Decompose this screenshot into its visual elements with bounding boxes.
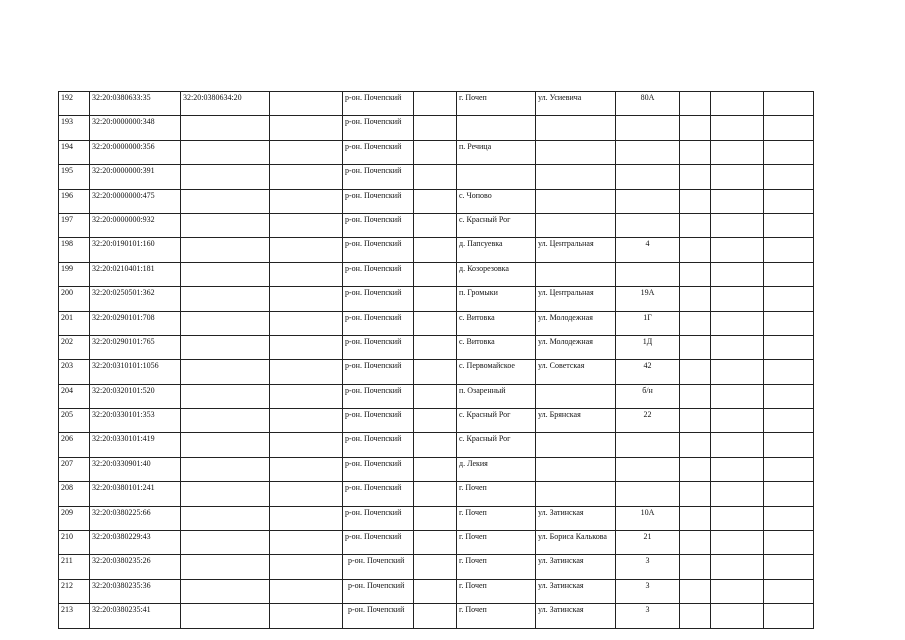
- empty-cell: [414, 604, 457, 628]
- district: р-он. Почепский: [343, 189, 414, 213]
- table-row: [59, 360, 814, 384]
- empty-cell: [414, 360, 457, 384]
- previous-cadastral-number: [181, 262, 270, 286]
- empty-cell: [764, 140, 814, 164]
- empty-cell: [711, 506, 764, 530]
- empty-cell: [680, 531, 711, 555]
- table-row: [59, 262, 814, 286]
- empty-cell: [414, 238, 457, 262]
- empty-cell: [270, 140, 343, 164]
- empty-cell: [270, 213, 343, 237]
- house-number: [616, 140, 680, 164]
- table-body: [59, 92, 814, 629]
- house-number: [616, 433, 680, 457]
- previous-cadastral-number: [181, 140, 270, 164]
- table-row: [59, 579, 814, 603]
- table-row: [59, 311, 814, 335]
- empty-cell: [764, 213, 814, 237]
- house-number: [616, 213, 680, 237]
- district: р-он. Почепский: [343, 238, 414, 262]
- district: р-он. Почепский: [343, 92, 414, 116]
- empty-cell: [764, 335, 814, 359]
- previous-cadastral-number: [181, 116, 270, 140]
- district: р-он. Почепский: [343, 140, 414, 164]
- table-row: [59, 506, 814, 530]
- house-number: [616, 189, 680, 213]
- district: р-он. Почепский: [343, 457, 414, 481]
- empty-cell: [680, 506, 711, 530]
- empty-cell: [764, 384, 814, 408]
- previous-cadastral-number: [181, 433, 270, 457]
- empty-cell: [711, 555, 764, 579]
- empty-cell: [764, 287, 814, 311]
- previous-cadastral-number: [181, 360, 270, 384]
- house-number: 42: [616, 360, 680, 384]
- empty-cell: [270, 116, 343, 140]
- locality: г. Почеп: [457, 531, 536, 555]
- house-number: [616, 262, 680, 286]
- empty-cell: [711, 189, 764, 213]
- empty-cell: [711, 213, 764, 237]
- empty-cell: [711, 433, 764, 457]
- empty-cell: [270, 531, 343, 555]
- row-number: 194: [59, 140, 90, 164]
- empty-cell: [270, 409, 343, 433]
- previous-cadastral-number: [181, 335, 270, 359]
- row-number: 192: [59, 92, 90, 116]
- empty-cell: [414, 140, 457, 164]
- district: р-он. Почепский: [343, 409, 414, 433]
- row-number: 205: [59, 409, 90, 433]
- row-number: 212: [59, 579, 90, 603]
- empty-cell: [711, 287, 764, 311]
- cadastral-number: 32:20:0310101:1056: [90, 360, 181, 384]
- empty-cell: [680, 360, 711, 384]
- house-number: 1Г: [616, 311, 680, 335]
- locality: г. Почеп: [457, 506, 536, 530]
- district: р-он. Почепский: [343, 335, 414, 359]
- empty-cell: [414, 409, 457, 433]
- empty-cell: [680, 457, 711, 481]
- empty-cell: [711, 482, 764, 506]
- empty-cell: [270, 262, 343, 286]
- empty-cell: [711, 360, 764, 384]
- table-row: [59, 555, 814, 579]
- locality: с. Витовка: [457, 311, 536, 335]
- table-row: [59, 140, 814, 164]
- row-number: 208: [59, 482, 90, 506]
- empty-cell: [270, 92, 343, 116]
- table-row: [59, 287, 814, 311]
- locality: с. Витовка: [457, 335, 536, 359]
- empty-cell: [414, 189, 457, 213]
- previous-cadastral-number: [181, 531, 270, 555]
- street: ул. Центральная: [536, 287, 616, 311]
- empty-cell: [764, 165, 814, 189]
- locality: с. Красный Рог: [457, 433, 536, 457]
- empty-cell: [270, 384, 343, 408]
- street: [536, 189, 616, 213]
- cadastral-number: 32:20:0000000:391: [90, 165, 181, 189]
- empty-cell: [270, 189, 343, 213]
- locality: с. Красный Рог: [457, 409, 536, 433]
- house-number: [616, 457, 680, 481]
- district: р-он. Почепский: [343, 384, 414, 408]
- district: р-он. Почепский: [343, 531, 414, 555]
- cadastral-number: 32:20:0000000:932: [90, 213, 181, 237]
- table-row: [59, 189, 814, 213]
- previous-cadastral-number: [181, 287, 270, 311]
- locality: с. Первомайское: [457, 360, 536, 384]
- empty-cell: [711, 335, 764, 359]
- table-row: [59, 238, 814, 262]
- empty-cell: [414, 335, 457, 359]
- previous-cadastral-number: [181, 409, 270, 433]
- empty-cell: [680, 604, 711, 628]
- table-row: [59, 384, 814, 408]
- house-number: [616, 482, 680, 506]
- district: р-он. Почепский: [343, 555, 414, 579]
- cadastral-number: 32:20:0380229:43: [90, 531, 181, 555]
- empty-cell: [680, 238, 711, 262]
- empty-cell: [414, 165, 457, 189]
- empty-cell: [764, 457, 814, 481]
- empty-cell: [711, 409, 764, 433]
- previous-cadastral-number: [181, 189, 270, 213]
- row-number: 201: [59, 311, 90, 335]
- empty-cell: [414, 311, 457, 335]
- district: р-он. Почепский: [343, 360, 414, 384]
- row-number: 202: [59, 335, 90, 359]
- previous-cadastral-number: 32:20:0380634:20: [181, 92, 270, 116]
- cadastral-number: 32:20:0380235:26: [90, 555, 181, 579]
- cadastral-number: 32:20:0320101:520: [90, 384, 181, 408]
- empty-cell: [270, 433, 343, 457]
- locality: д. Лекия: [457, 457, 536, 481]
- table-row: [59, 433, 814, 457]
- table-row: [59, 457, 814, 481]
- cadastral-number: 32:20:0290101:708: [90, 311, 181, 335]
- empty-cell: [680, 213, 711, 237]
- empty-cell: [414, 262, 457, 286]
- locality: [457, 116, 536, 140]
- house-number: 80А: [616, 92, 680, 116]
- locality: г. Почеп: [457, 555, 536, 579]
- row-number: 211: [59, 555, 90, 579]
- empty-cell: [414, 92, 457, 116]
- street: ул. Брянская: [536, 409, 616, 433]
- empty-cell: [680, 116, 711, 140]
- empty-cell: [764, 555, 814, 579]
- empty-cell: [270, 457, 343, 481]
- row-number: 193: [59, 116, 90, 140]
- district: р-он. Почепский: [343, 213, 414, 237]
- district: р-он. Почепский: [343, 311, 414, 335]
- district: р-он. Почепский: [343, 287, 414, 311]
- empty-cell: [711, 579, 764, 603]
- street: [536, 457, 616, 481]
- house-number: 1Д: [616, 335, 680, 359]
- empty-cell: [711, 604, 764, 628]
- empty-cell: [414, 482, 457, 506]
- empty-cell: [764, 506, 814, 530]
- house-number: б/н: [616, 384, 680, 408]
- empty-cell: [680, 92, 711, 116]
- street: [536, 165, 616, 189]
- district: р-он. Почепский: [343, 433, 414, 457]
- cadastral-number: 32:20:0190101:160: [90, 238, 181, 262]
- empty-cell: [764, 604, 814, 628]
- locality: г. Почеп: [457, 604, 536, 628]
- empty-cell: [680, 335, 711, 359]
- empty-cell: [270, 360, 343, 384]
- previous-cadastral-number: [181, 579, 270, 603]
- street: ул. Затинская: [536, 604, 616, 628]
- table-row: [59, 409, 814, 433]
- empty-cell: [270, 579, 343, 603]
- cadastral-number: 32:20:0380225:66: [90, 506, 181, 530]
- row-number: 204: [59, 384, 90, 408]
- cadastral-number: 32:20:0000000:475: [90, 189, 181, 213]
- empty-cell: [414, 213, 457, 237]
- street: [536, 213, 616, 237]
- street: [536, 262, 616, 286]
- empty-cell: [711, 262, 764, 286]
- empty-cell: [680, 555, 711, 579]
- empty-cell: [270, 165, 343, 189]
- empty-cell: [414, 116, 457, 140]
- empty-cell: [764, 531, 814, 555]
- house-number: 3: [616, 604, 680, 628]
- house-number: 19А: [616, 287, 680, 311]
- register-table: [58, 91, 814, 629]
- row-number: 213: [59, 604, 90, 628]
- cadastral-number: 32:20:0330101:353: [90, 409, 181, 433]
- table-row: [59, 482, 814, 506]
- locality: г. Почеп: [457, 482, 536, 506]
- street: ул. Советская: [536, 360, 616, 384]
- empty-cell: [680, 579, 711, 603]
- row-number: 198: [59, 238, 90, 262]
- locality: п. Речица: [457, 140, 536, 164]
- empty-cell: [764, 92, 814, 116]
- district: р-он. Почепский: [343, 506, 414, 530]
- row-number: 195: [59, 165, 90, 189]
- empty-cell: [270, 287, 343, 311]
- previous-cadastral-number: [181, 457, 270, 481]
- empty-cell: [711, 531, 764, 555]
- house-number: [616, 116, 680, 140]
- row-number: 197: [59, 213, 90, 237]
- street: ул. Усиевича: [536, 92, 616, 116]
- street: ул. Затинская: [536, 506, 616, 530]
- street: ул. Затинская: [536, 579, 616, 603]
- cadastral-number: 32:20:0250501:362: [90, 287, 181, 311]
- previous-cadastral-number: [181, 165, 270, 189]
- previous-cadastral-number: [181, 555, 270, 579]
- street: [536, 482, 616, 506]
- locality: д. Папсуевка: [457, 238, 536, 262]
- table-row: [59, 531, 814, 555]
- cadastral-number: 32:20:0330901:40: [90, 457, 181, 481]
- empty-cell: [414, 531, 457, 555]
- district: р-он. Почепский: [343, 116, 414, 140]
- empty-cell: [711, 165, 764, 189]
- house-number: 10А: [616, 506, 680, 530]
- row-number: 200: [59, 287, 90, 311]
- empty-cell: [764, 262, 814, 286]
- empty-cell: [764, 189, 814, 213]
- previous-cadastral-number: [181, 384, 270, 408]
- previous-cadastral-number: [181, 238, 270, 262]
- empty-cell: [414, 579, 457, 603]
- district: р-он. Почепский: [343, 262, 414, 286]
- previous-cadastral-number: [181, 311, 270, 335]
- empty-cell: [680, 287, 711, 311]
- locality: д. Козорезовка: [457, 262, 536, 286]
- district: р-он. Почепский: [343, 165, 414, 189]
- empty-cell: [414, 555, 457, 579]
- empty-cell: [711, 457, 764, 481]
- row-number: 209: [59, 506, 90, 530]
- house-number: 21: [616, 531, 680, 555]
- previous-cadastral-number: [181, 506, 270, 530]
- empty-cell: [764, 238, 814, 262]
- empty-cell: [680, 165, 711, 189]
- street: ул. Бориса Калькова: [536, 531, 616, 555]
- previous-cadastral-number: [181, 482, 270, 506]
- locality: г. Почеп: [457, 579, 536, 603]
- cadastral-number: 32:20:0380633:35: [90, 92, 181, 116]
- row-number: 206: [59, 433, 90, 457]
- street: [536, 140, 616, 164]
- previous-cadastral-number: [181, 213, 270, 237]
- locality: [457, 165, 536, 189]
- empty-cell: [680, 384, 711, 408]
- district: р-он. Почепский: [343, 482, 414, 506]
- cadastral-number: 32:20:0210401:181: [90, 262, 181, 286]
- cadastral-number: 32:20:0000000:348: [90, 116, 181, 140]
- empty-cell: [414, 506, 457, 530]
- district: р-он. Почепский: [343, 604, 414, 628]
- empty-cell: [270, 604, 343, 628]
- empty-cell: [680, 311, 711, 335]
- house-number: 22: [616, 409, 680, 433]
- locality: с. Чопово: [457, 189, 536, 213]
- table-row: [59, 335, 814, 359]
- row-number: 196: [59, 189, 90, 213]
- row-number: 210: [59, 531, 90, 555]
- cadastral-number: 32:20:0330101:419: [90, 433, 181, 457]
- empty-cell: [711, 116, 764, 140]
- empty-cell: [711, 311, 764, 335]
- empty-cell: [764, 433, 814, 457]
- street: ул. Молодежная: [536, 335, 616, 359]
- empty-cell: [270, 482, 343, 506]
- empty-cell: [680, 482, 711, 506]
- empty-cell: [680, 433, 711, 457]
- empty-cell: [270, 311, 343, 335]
- empty-cell: [764, 311, 814, 335]
- table-row: [59, 165, 814, 189]
- empty-cell: [270, 555, 343, 579]
- empty-cell: [680, 409, 711, 433]
- street: [536, 116, 616, 140]
- house-number: 3: [616, 579, 680, 603]
- empty-cell: [764, 579, 814, 603]
- house-number: 4: [616, 238, 680, 262]
- empty-cell: [414, 457, 457, 481]
- cadastral-number: 32:20:0380101:241: [90, 482, 181, 506]
- cadastral-number: 32:20:0290101:765: [90, 335, 181, 359]
- street: ул. Затинская: [536, 555, 616, 579]
- table-row: [59, 116, 814, 140]
- district: р-он. Почепский: [343, 579, 414, 603]
- table-row: [59, 213, 814, 237]
- empty-cell: [680, 140, 711, 164]
- table-row: [59, 604, 814, 628]
- empty-cell: [711, 238, 764, 262]
- empty-cell: [680, 262, 711, 286]
- cadastral-number: 32:20:0380235:41: [90, 604, 181, 628]
- row-number: 207: [59, 457, 90, 481]
- street: ул. Центральная: [536, 238, 616, 262]
- row-number: 199: [59, 262, 90, 286]
- empty-cell: [711, 92, 764, 116]
- empty-cell: [680, 189, 711, 213]
- empty-cell: [414, 433, 457, 457]
- empty-cell: [764, 116, 814, 140]
- locality: п. Громыки: [457, 287, 536, 311]
- empty-cell: [711, 140, 764, 164]
- table-row: [59, 92, 814, 116]
- empty-cell: [764, 409, 814, 433]
- street: ул. Молодежная: [536, 311, 616, 335]
- street: [536, 384, 616, 408]
- house-number: 3: [616, 555, 680, 579]
- row-number: 203: [59, 360, 90, 384]
- cadastral-number: 32:20:0000000:356: [90, 140, 181, 164]
- street: [536, 433, 616, 457]
- previous-cadastral-number: [181, 604, 270, 628]
- cadastral-number: 32:20:0380235:36: [90, 579, 181, 603]
- empty-cell: [764, 360, 814, 384]
- empty-cell: [270, 506, 343, 530]
- empty-cell: [764, 482, 814, 506]
- empty-cell: [414, 384, 457, 408]
- empty-cell: [711, 384, 764, 408]
- locality: п. Озаренный: [457, 384, 536, 408]
- house-number: [616, 165, 680, 189]
- empty-cell: [270, 335, 343, 359]
- empty-cell: [414, 287, 457, 311]
- locality: с. Красный Рог: [457, 213, 536, 237]
- empty-cell: [270, 238, 343, 262]
- locality: г. Почеп: [457, 92, 536, 116]
